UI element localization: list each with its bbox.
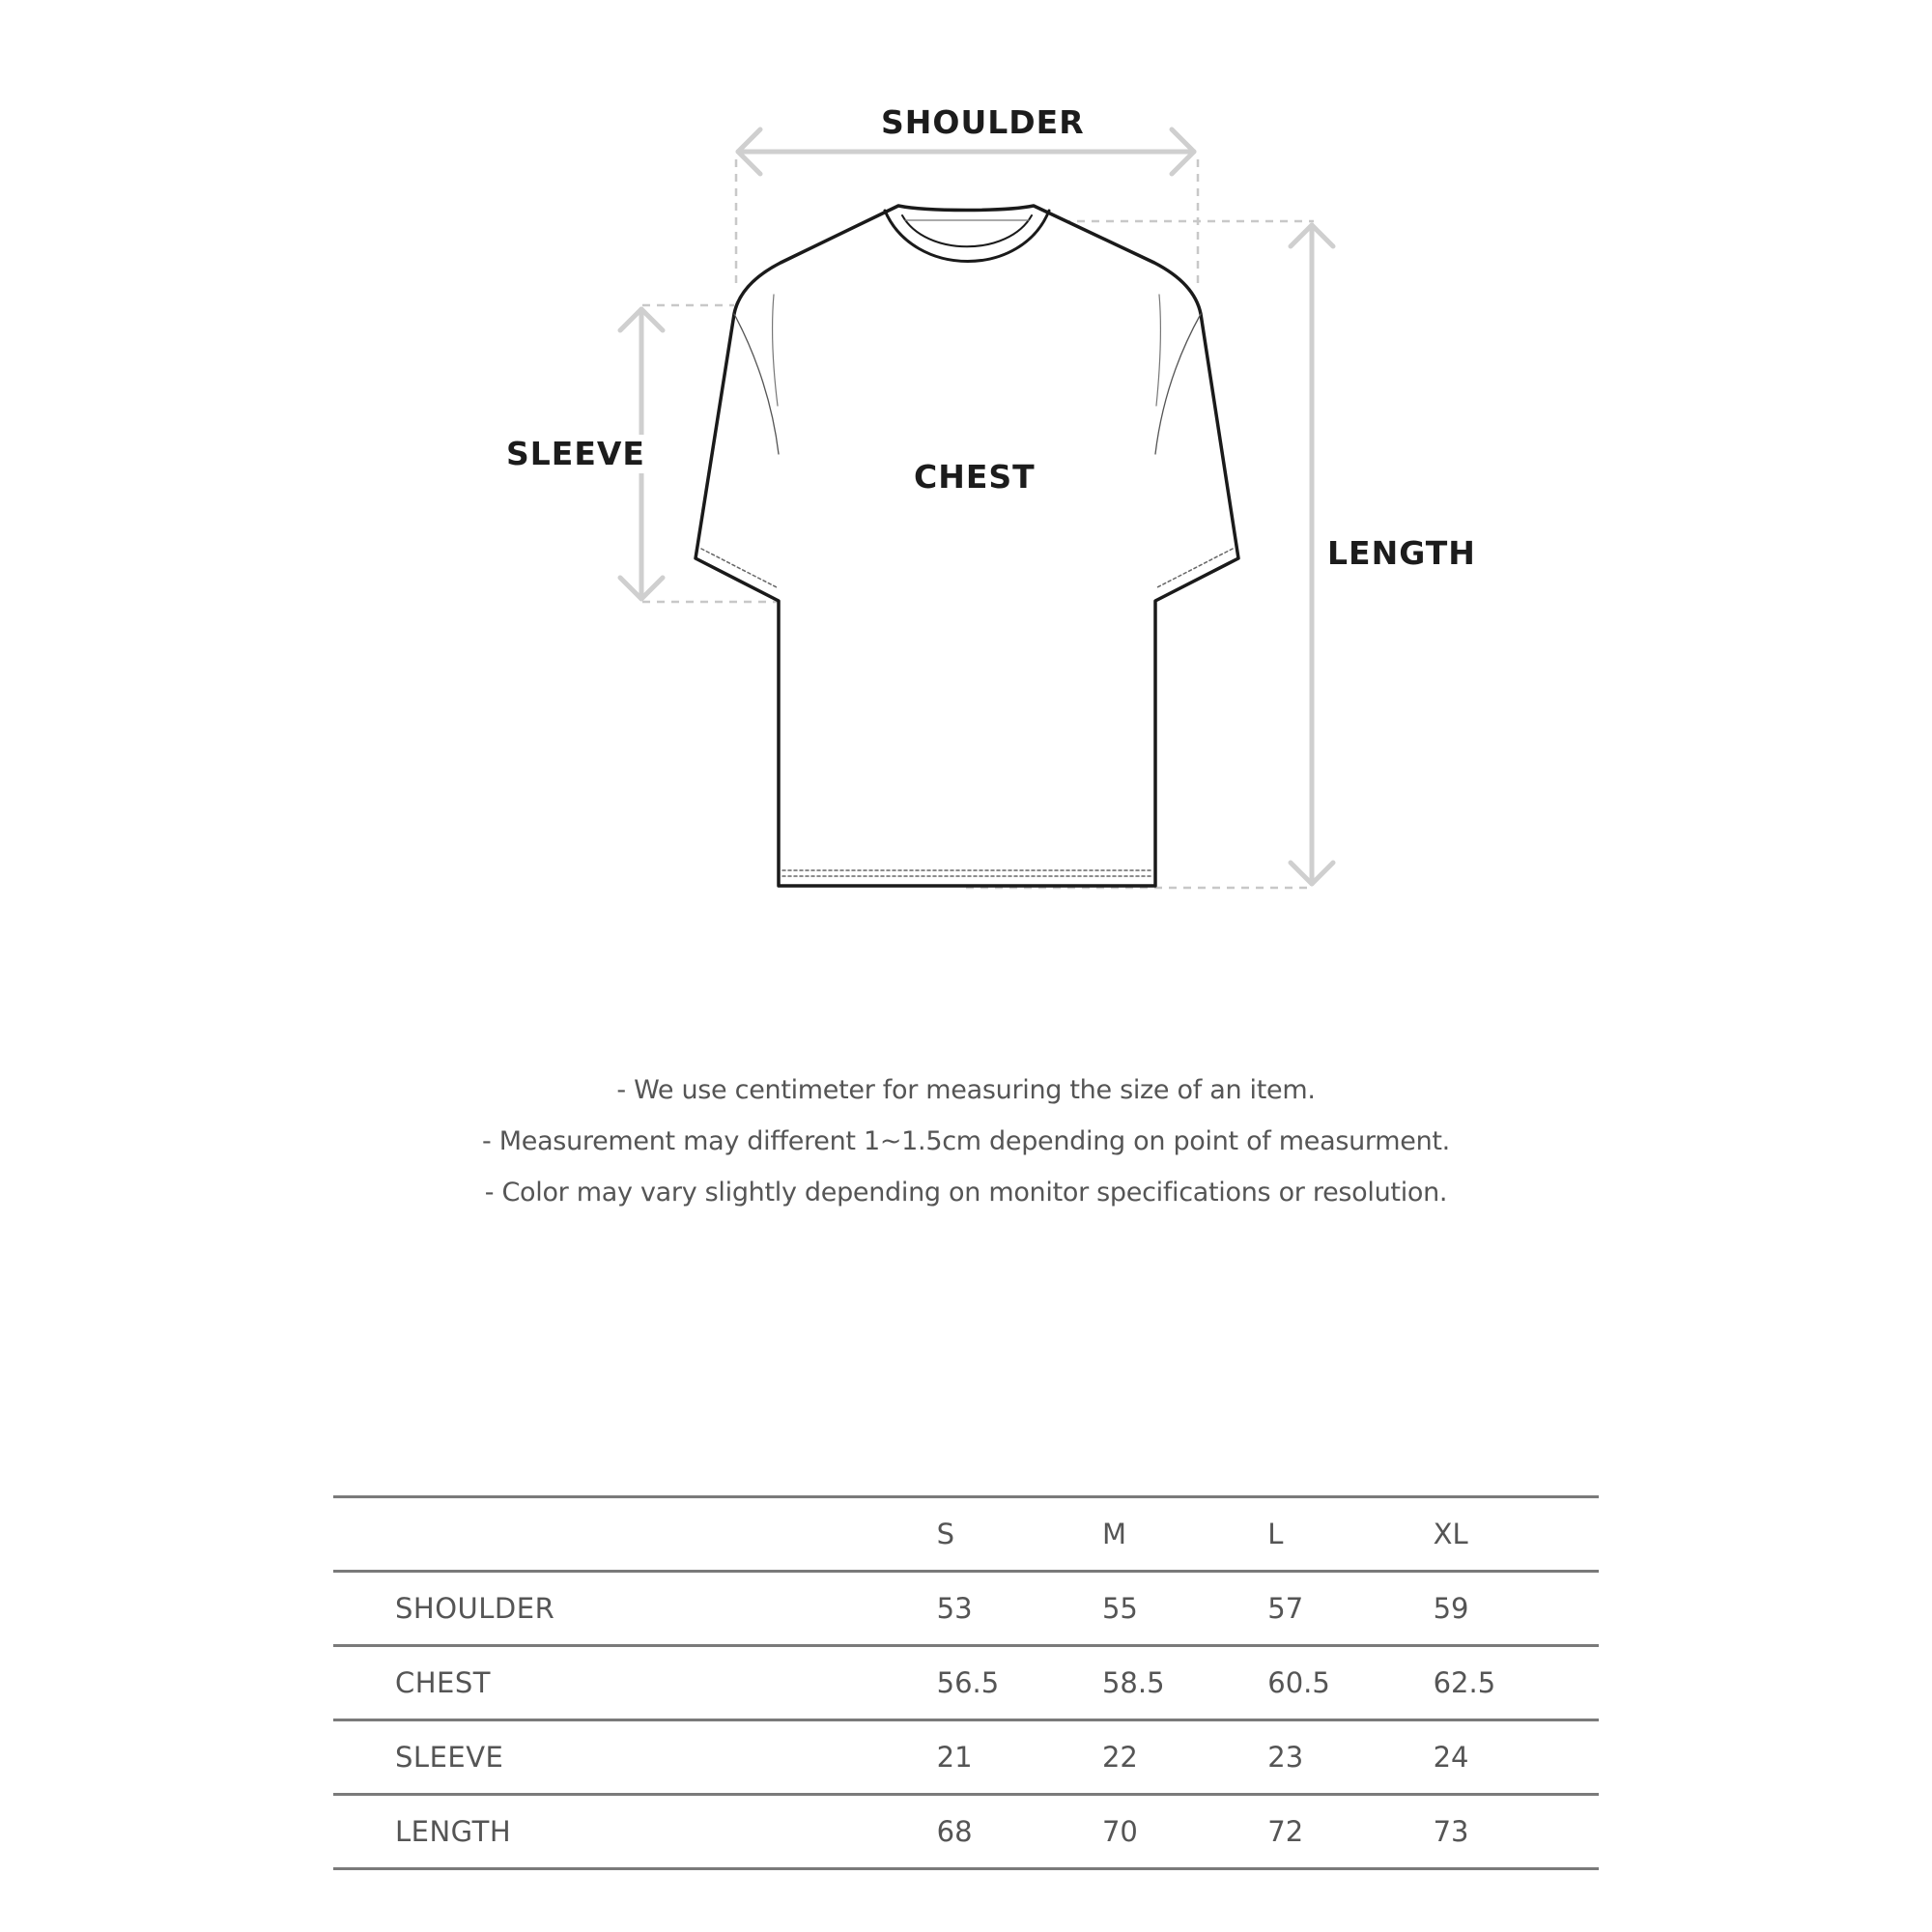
tshirt-body [696, 206, 1238, 886]
size-table [333, 1495, 1599, 1870]
row-label: CHEST [333, 1646, 937, 1720]
table-cell: 53 [937, 1572, 1102, 1646]
table-row-sleeve [333, 1720, 1599, 1795]
tshirt-outline [696, 206, 1238, 886]
size-header-l: L [1267, 1497, 1433, 1572]
table-cell: 60.5 [1267, 1646, 1433, 1720]
table-cell: 59 [1434, 1572, 1599, 1646]
table-cell: 24 [1434, 1720, 1599, 1795]
table-cell: 62.5 [1434, 1646, 1599, 1720]
table-cell: 56.5 [937, 1646, 1102, 1720]
measurement-notes [0, 1065, 1932, 1218]
table-cell: 73 [1434, 1795, 1599, 1869]
shoulder-label: SHOULDER [877, 103, 1089, 142]
table-row-length [333, 1795, 1599, 1869]
table-cell: 58.5 [1102, 1646, 1267, 1720]
table-cell: 57 [1267, 1572, 1433, 1646]
size-header-s: S [937, 1497, 1102, 1572]
table-cell: 70 [1102, 1795, 1267, 1869]
chest-label: CHEST [904, 458, 1045, 497]
size-header-xl: XL [1434, 1497, 1599, 1572]
sleeve-label: SLEEVE [506, 435, 645, 472]
table-row-chest [333, 1646, 1599, 1720]
row-label: SHOULDER [333, 1572, 937, 1646]
note-line: - We use centimeter for measuring the size of an item. [616, 1075, 1316, 1105]
size-header-m: M [1102, 1497, 1267, 1572]
table-cell: 55 [1102, 1572, 1267, 1646]
note-line: - Measurement may different 1~1.5cm depending on point of measurment. [482, 1126, 1450, 1156]
table-cell: 21 [937, 1720, 1102, 1795]
table-cell: 72 [1267, 1795, 1433, 1869]
row-label: SLEEVE [333, 1720, 937, 1795]
table-corner-cell [333, 1497, 937, 1572]
length-label: LENGTH [1327, 534, 1476, 572]
table-cell: 68 [937, 1795, 1102, 1869]
table-cell: 22 [1102, 1720, 1267, 1795]
table-header-row [333, 1497, 1599, 1572]
note-line: - Color may vary slightly depending on monitor specifications or resolution. [484, 1178, 1448, 1208]
table-cell: 23 [1267, 1720, 1433, 1795]
row-label: LENGTH [333, 1795, 937, 1869]
table-row-shoulder [333, 1572, 1599, 1646]
